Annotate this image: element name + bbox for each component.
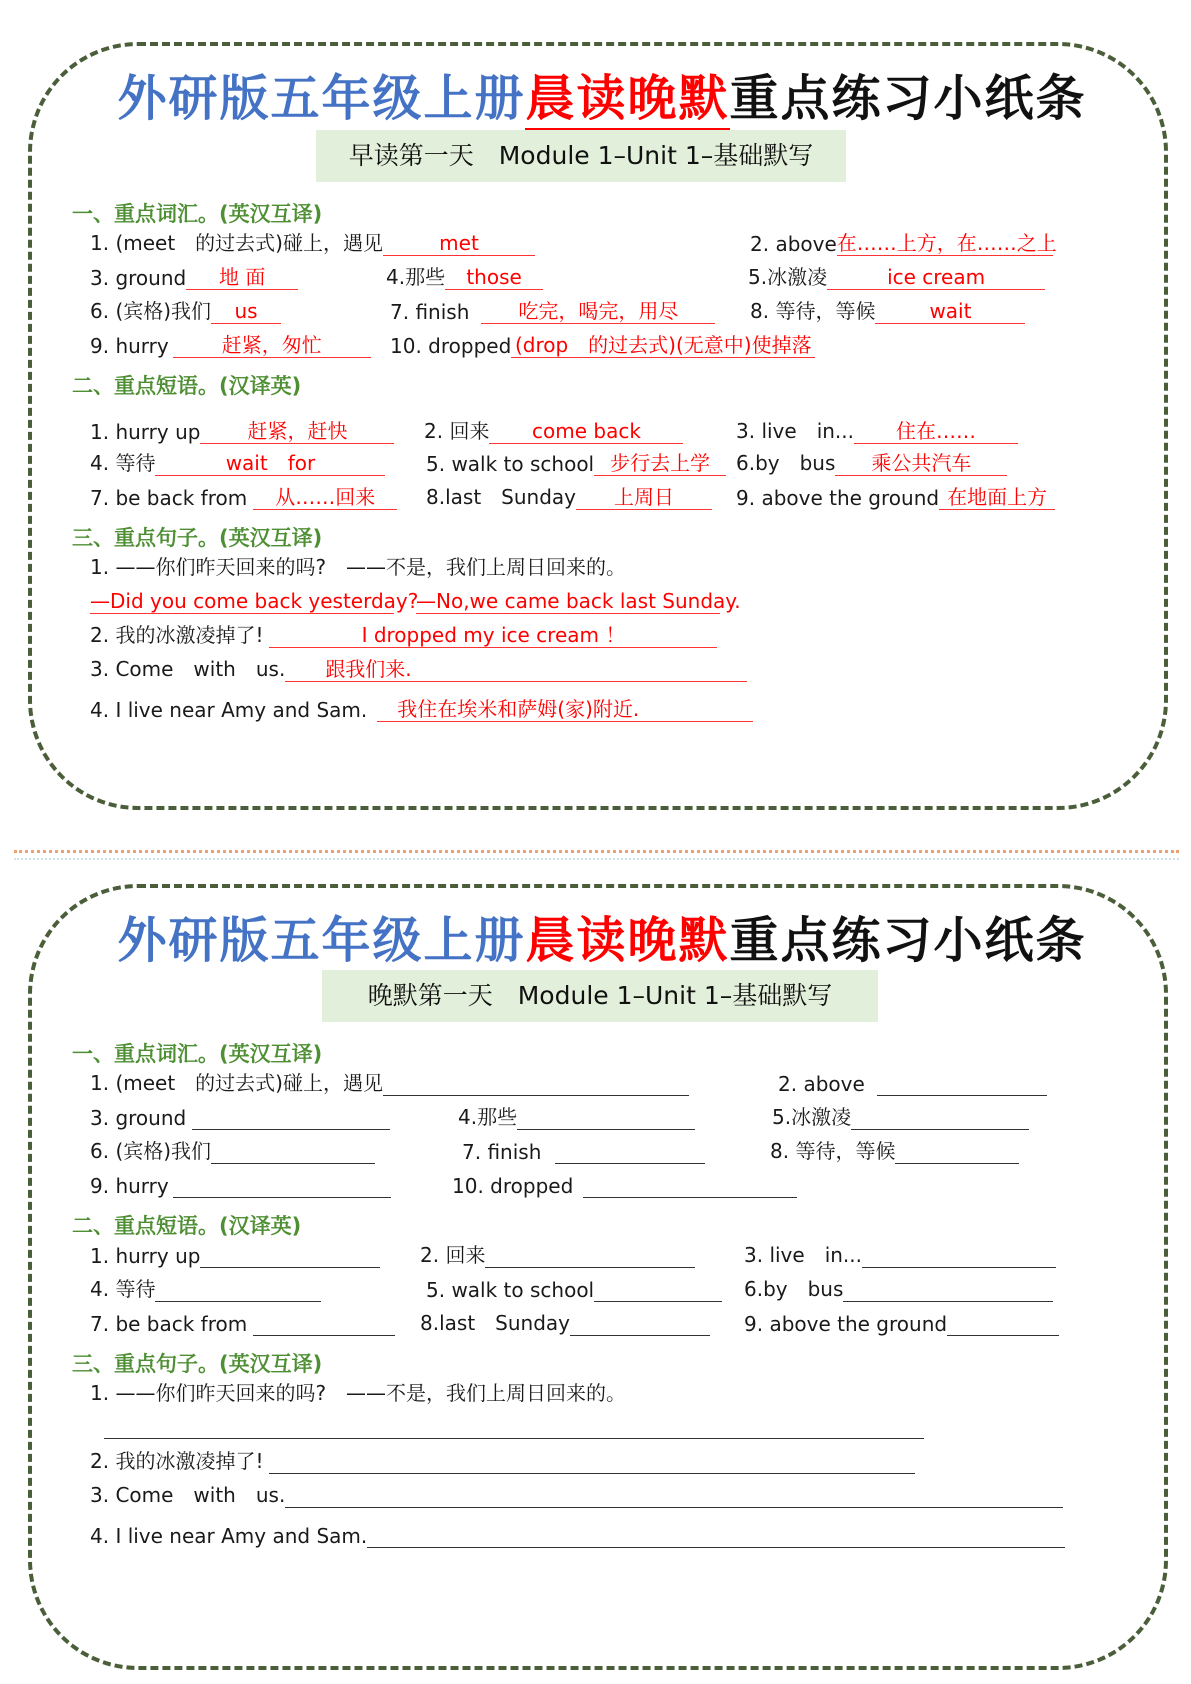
answer-field[interactable]	[594, 1276, 722, 1302]
answer-field[interactable]	[155, 1276, 321, 1302]
answer-field[interactable]: 从……回来	[253, 484, 397, 510]
answer-field[interactable]: 乘公共汽车	[835, 450, 1007, 476]
answer-field[interactable]	[862, 1242, 1056, 1268]
phrase-item-7: 7. be back from	[90, 1306, 395, 1336]
vocab-item-7: 7. finish 吃完，喝完，用尽	[390, 294, 715, 324]
vocab-item-1: 1. (meet 的过去式)碰上，遇见	[90, 1066, 689, 1096]
vocab-item-5: 5.冰激凌	[772, 1100, 1029, 1130]
answer-field[interactable]	[383, 1070, 689, 1096]
answer-field[interactable]	[555, 1138, 705, 1164]
title-grade-text: 外研版五年级上册	[117, 911, 526, 969]
answer-field[interactable]	[851, 1104, 1029, 1130]
sentence-item-3: 3. Come with us. 跟我们来.	[90, 652, 747, 682]
phrase-item-9: 9. above the ground	[744, 1306, 1059, 1336]
phrase-item-4: 4. 等待 wait for	[90, 446, 385, 476]
answer-field[interactable]: 地 面	[186, 264, 298, 290]
sentence-item-1: 1. ——你们昨天回来的吗? ——不是，我们上周日回来的。	[90, 1381, 627, 1405]
phrase-item-6: 6.by bus 乘公共汽车	[736, 446, 1007, 476]
answer-field[interactable]: —No,we came back last Sunday.	[416, 589, 741, 613]
answer-field[interactable]	[253, 1310, 395, 1336]
vocab-item-3: 3. ground	[90, 1100, 390, 1130]
answer-field[interactable]	[211, 1138, 375, 1164]
title-suffix-text: 重点练习小纸条	[729, 69, 1087, 127]
evening-dictation-card	[28, 884, 1168, 1670]
sentence-item-2: 2. 我的冰激凌掉了! I dropped my ice cream ！	[90, 618, 717, 648]
answer-field[interactable]: those	[445, 264, 543, 290]
answer-field[interactable]: 步行去上学	[594, 450, 726, 476]
vocab-item-8: 8. 等待，等候	[770, 1134, 1019, 1164]
vocab-item-1: 1. (meet 的过去式)碰上，遇见 met	[90, 226, 535, 256]
phrase-item-4: 4. 等待	[90, 1272, 321, 1302]
vocab-item-2: 2. above 在……上方，在……之上	[750, 231, 1057, 256]
answer-field[interactable]: 跟我们来.	[285, 656, 747, 682]
answer-field[interactable]: wait for	[155, 450, 385, 476]
vocab-item-3: 3. ground 地 面	[90, 260, 298, 290]
title-highlight-text: 晨读晚默	[525, 911, 729, 975]
answer-field[interactable]	[947, 1310, 1059, 1336]
answer-field[interactable]	[367, 1522, 1065, 1548]
answer-field[interactable]: wait	[875, 298, 1025, 324]
answer-field[interactable]: ice cream	[827, 264, 1045, 290]
answer-field[interactable]	[173, 1172, 391, 1198]
answer-field[interactable]: us	[211, 298, 281, 324]
subtitle-banner: 晚默第一天 Module 1–Unit 1–基础默写	[322, 970, 878, 1022]
answer-field[interactable]	[877, 1070, 1047, 1096]
sentence-item-2: 2. 我的冰激凌掉了!	[90, 1444, 915, 1474]
phrase-item-3: 3. live in... 住在……	[736, 414, 1018, 444]
answer-field[interactable]: come back	[489, 418, 683, 444]
vocab-item-4: 4.那些 those	[386, 260, 543, 290]
worksheet-title	[32, 902, 1172, 972]
section-heading-sentences: 三、重点句子。(英汉互译)	[72, 526, 323, 550]
subtitle-banner: 早读第一天 Module 1–Unit 1–基础默写	[316, 130, 846, 182]
sentence-item-3: 3. Come with us.	[90, 1478, 1063, 1508]
vocab-item-4: 4.那些	[458, 1100, 695, 1130]
cut-line-divider-shadow	[14, 858, 1179, 860]
sentence-item-4: 4. I live near Amy and Sam.	[90, 1518, 1065, 1548]
vocab-item-10: 10. dropped	[452, 1168, 797, 1198]
vocab-item-10: 10. dropped (drop 的过去式)(无意中)使掉落	[390, 328, 815, 358]
phrase-item-9: 9. above the ground 在地面上方	[736, 480, 1055, 510]
vocab-item-8: 8. 等待，等候 wait	[750, 294, 1025, 324]
answer-field[interactable]: met	[383, 230, 535, 256]
answer-field[interactable]: (drop 的过去式)(无意中)使掉落	[511, 332, 815, 358]
section-heading-vocab: 一、重点词汇。(英汉互译)	[72, 202, 323, 226]
answer-field[interactable]	[192, 1104, 390, 1130]
title-suffix-text: 重点练习小纸条	[729, 911, 1087, 969]
title-highlight-text: 晨读晚默	[525, 69, 729, 133]
section-heading-phrases: 二、重点短语。(汉译英)	[72, 1214, 302, 1238]
answer-field[interactable]	[583, 1172, 797, 1198]
sentence-item-1: 1. ——你们昨天回来的吗? ——不是，我们上周日回来的。	[90, 555, 627, 579]
phrase-item-3: 3. live in...	[744, 1238, 1056, 1268]
phrase-item-8: 8.last Sunday	[420, 1306, 710, 1336]
answer-field[interactable]: 住在……	[854, 418, 1018, 444]
answer-field[interactable]: 在……上方，在……之上	[836, 231, 1057, 255]
phrase-item-7: 7. be back from 从……回来	[90, 480, 397, 510]
vocab-item-7: 7. finish	[462, 1134, 705, 1164]
answer-field[interactable]	[895, 1138, 1019, 1164]
section-heading-phrases: 二、重点短语。(汉译英)	[72, 374, 302, 398]
morning-reading-card	[28, 42, 1168, 810]
vocab-item-6: 6. (宾格)我们	[90, 1134, 375, 1164]
answer-field[interactable]	[200, 1242, 380, 1268]
worksheet-title	[32, 60, 1172, 130]
answer-field[interactable]	[570, 1310, 710, 1336]
phrase-item-2: 2. 回来 come back	[424, 414, 683, 444]
answer-field[interactable]	[517, 1104, 695, 1130]
answer-field[interactable]: 吃完，喝完，用尽	[481, 298, 715, 324]
answer-line[interactable]	[104, 1438, 924, 1439]
vocab-item-5: 5.冰激凌 ice cream	[748, 260, 1045, 290]
answer-field[interactable]	[269, 1448, 915, 1474]
vocab-item-9: 9. hurry 赶紧，匆忙	[90, 328, 371, 358]
sentence-answer-row	[90, 584, 741, 614]
answer-field[interactable]	[485, 1242, 695, 1268]
sentence-item-4: 4. I live near Amy and Sam. 我住在埃米和萨姆(家)附近.	[90, 692, 753, 722]
answer-field[interactable]	[843, 1276, 1053, 1302]
phrase-item-1: 1. hurry up	[90, 1238, 380, 1268]
answer-field[interactable]: I dropped my ice cream ！	[269, 622, 717, 648]
answer-field[interactable]	[285, 1482, 1063, 1508]
phrase-item-6: 6.by bus	[744, 1272, 1053, 1302]
section-heading-vocab: 一、重点词汇。(英汉互译)	[72, 1042, 323, 1066]
vocab-item-6: 6. (宾格)我们 us	[90, 294, 281, 324]
answer-field[interactable]: 在地面上方	[939, 484, 1055, 510]
answer-field[interactable]: 赶紧，赶快	[200, 418, 394, 444]
answer-field[interactable]: —Did you come back yesterday?	[90, 589, 419, 613]
title-grade-text: 外研版五年级上册	[117, 69, 526, 127]
phrase-item-1: 1. hurry up 赶紧，赶快	[90, 414, 394, 444]
vocab-item-2: 2. above	[778, 1066, 1047, 1096]
cut-line-divider	[14, 850, 1179, 853]
phrase-item-5: 5. walk to school	[426, 1272, 722, 1302]
section-heading-sentences: 三、重点句子。(英汉互译)	[72, 1352, 323, 1376]
vocab-item-9: 9. hurry	[90, 1168, 391, 1198]
phrase-item-8: 8.last Sunday 上周日	[426, 480, 712, 510]
answer-field[interactable]: 我住在埃米和萨姆(家)附近.	[377, 696, 753, 722]
answer-field[interactable]: 上周日	[576, 484, 712, 510]
phrase-item-5: 5. walk to school 步行去上学	[426, 446, 726, 476]
phrase-item-2: 2. 回来	[420, 1238, 695, 1268]
answer-field[interactable]: 赶紧，匆忙	[173, 332, 371, 358]
